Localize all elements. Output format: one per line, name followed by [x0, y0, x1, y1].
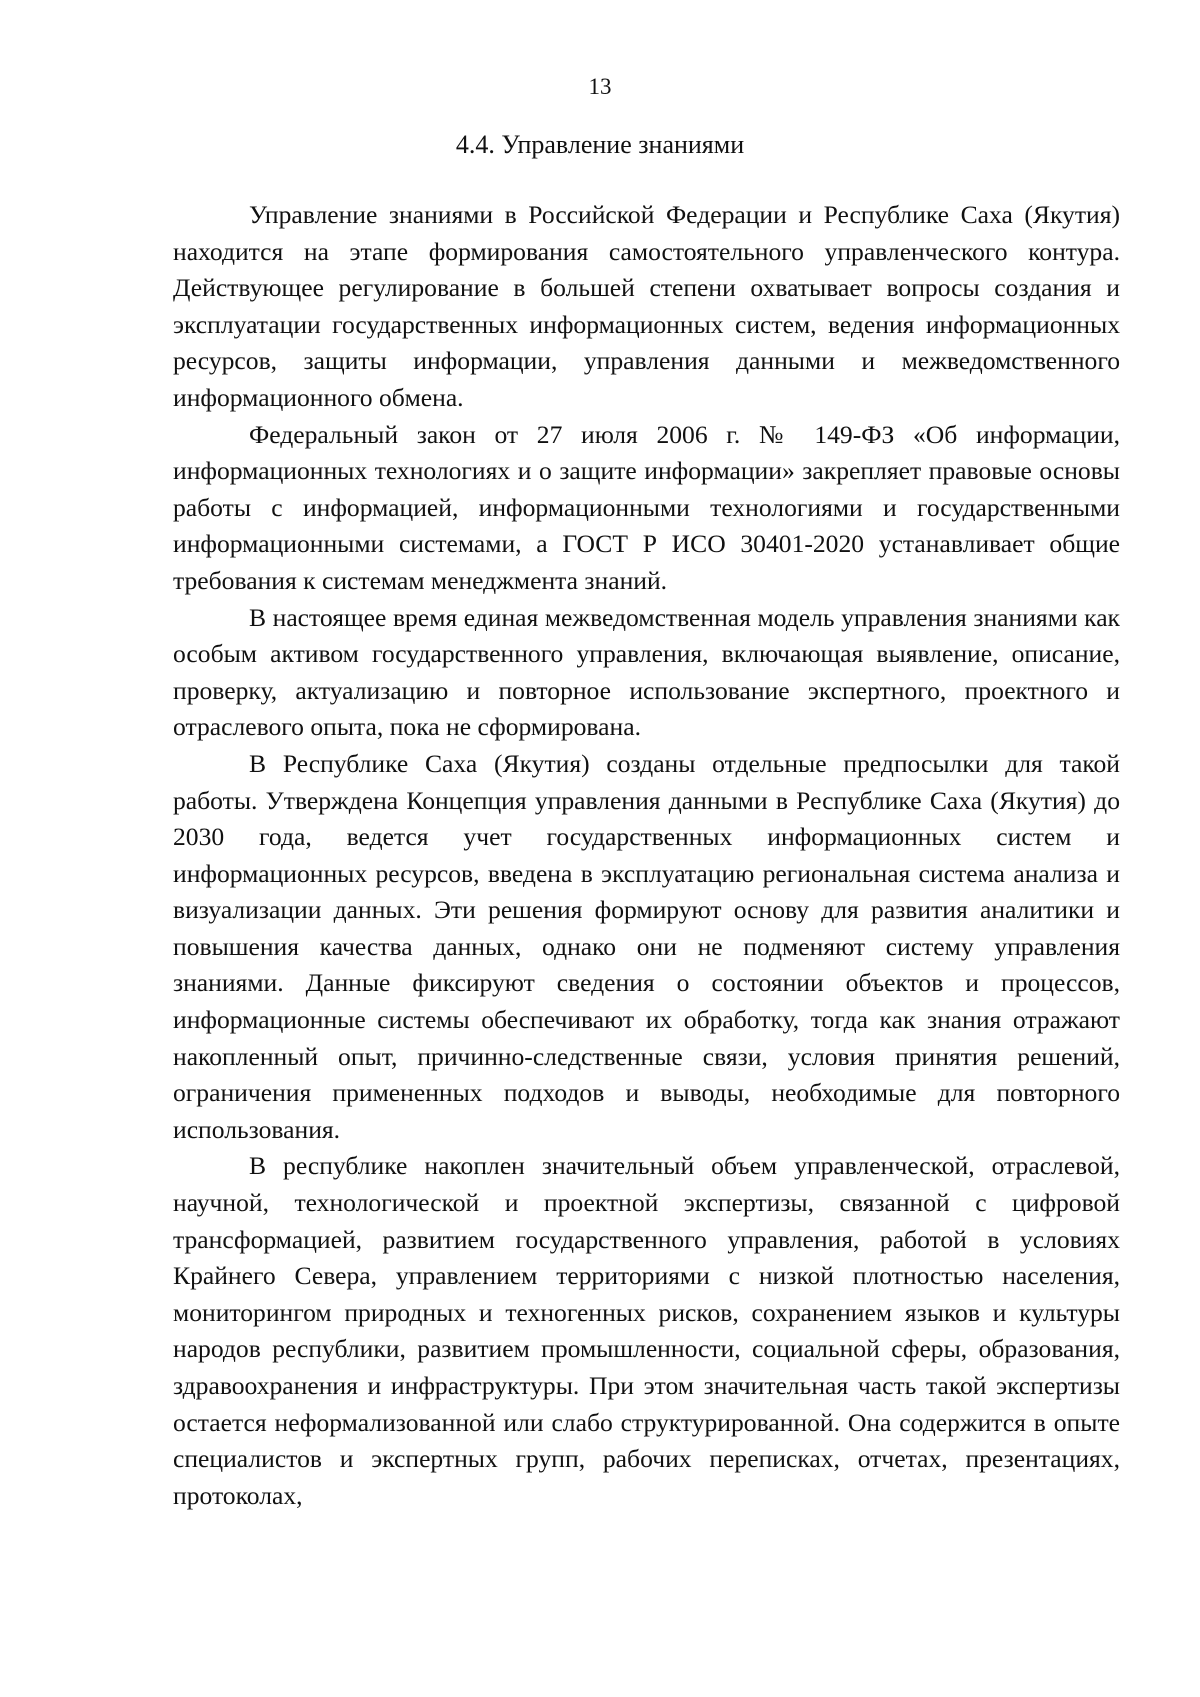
paragraph: В настоящее время единая межведомственная модель управления знаниями как особым активом государственного управления, включающая выявление, описание, проверку, актуализацию и повторное использование экспертного, проектного и отраслевого опыта, пока не сформирована.: [173, 602, 1120, 742]
document-body: [173, 197, 1120, 1514]
paragraph: В республике накоплен значительный объем управленческой, отраслевой, научной, технологической и проектной экспертизы, связанной с цифровой трансформацией, развитием государственного управления, работой в условиях Крайнего Севера, управлением территориями с низкой плотностью населения, мониторингом природных и техногенных рисков, сохранением языков и культуры народов республики, развитием промышленности, социальной сферы, образования, здравоохранения и инфраструктуры. При этом значительная часть такой экспертизы остается неформализованной или слабо структурированной. Она содержится в опыте специалистов и экспертных групп, рабочих переписках, отчетах, презентациях, протоколах,: [173, 1151, 1120, 1510]
page-number: 13: [588, 74, 612, 99]
paragraph: В Республике Саха (Якутия) созданы отдельные предпосылки для такой работы. Утверждена Концепция управления данными в Республике Саха (Якутия) до 2030 года, ведется учет государственных информационных систем и информационных ресурсов, введена в эксплуатацию региональная система анализа и визуализации данных. Эти решения формируют основу для развития аналитики и повышения качества данных, однако они не подменяют систему управления знаниями. Данные фиксируют сведения о состоянии объектов и процессов, информационные системы обеспечивают их обработку, тогда как знания отражают накопленный опыт, причинно-следственные связи, условия принятия решений, ограничения примененных подходов и выводы, необходимые для повторного использования.: [173, 748, 1120, 1144]
paragraph: Федеральный закон от 27 июля 2006 г. № 149-ФЗ «Об информации, информационных технологиях и о защите информации» закрепляет правовые основы работы с информацией, информационными технологиями и государственными информационными системами, а ГОСТ Р ИСО 30401-2020 устанавливает общие требования к системам менеджмента знаний.: [173, 419, 1120, 595]
section-heading: 4.4. Управление знаниями: [455, 130, 745, 159]
paragraph: Управление знаниями в Российской Федерации и Республике Саха (Якутия) находится на этапе формирования самостоятельного управленческого контура. Действующее регулирование в большей степени охватывает вопросы создания и эксплуатации государственных информационных систем, ведения информационных ресурсов, защиты информации, управления данными и межведомственного информационного обмена.: [173, 200, 1120, 412]
